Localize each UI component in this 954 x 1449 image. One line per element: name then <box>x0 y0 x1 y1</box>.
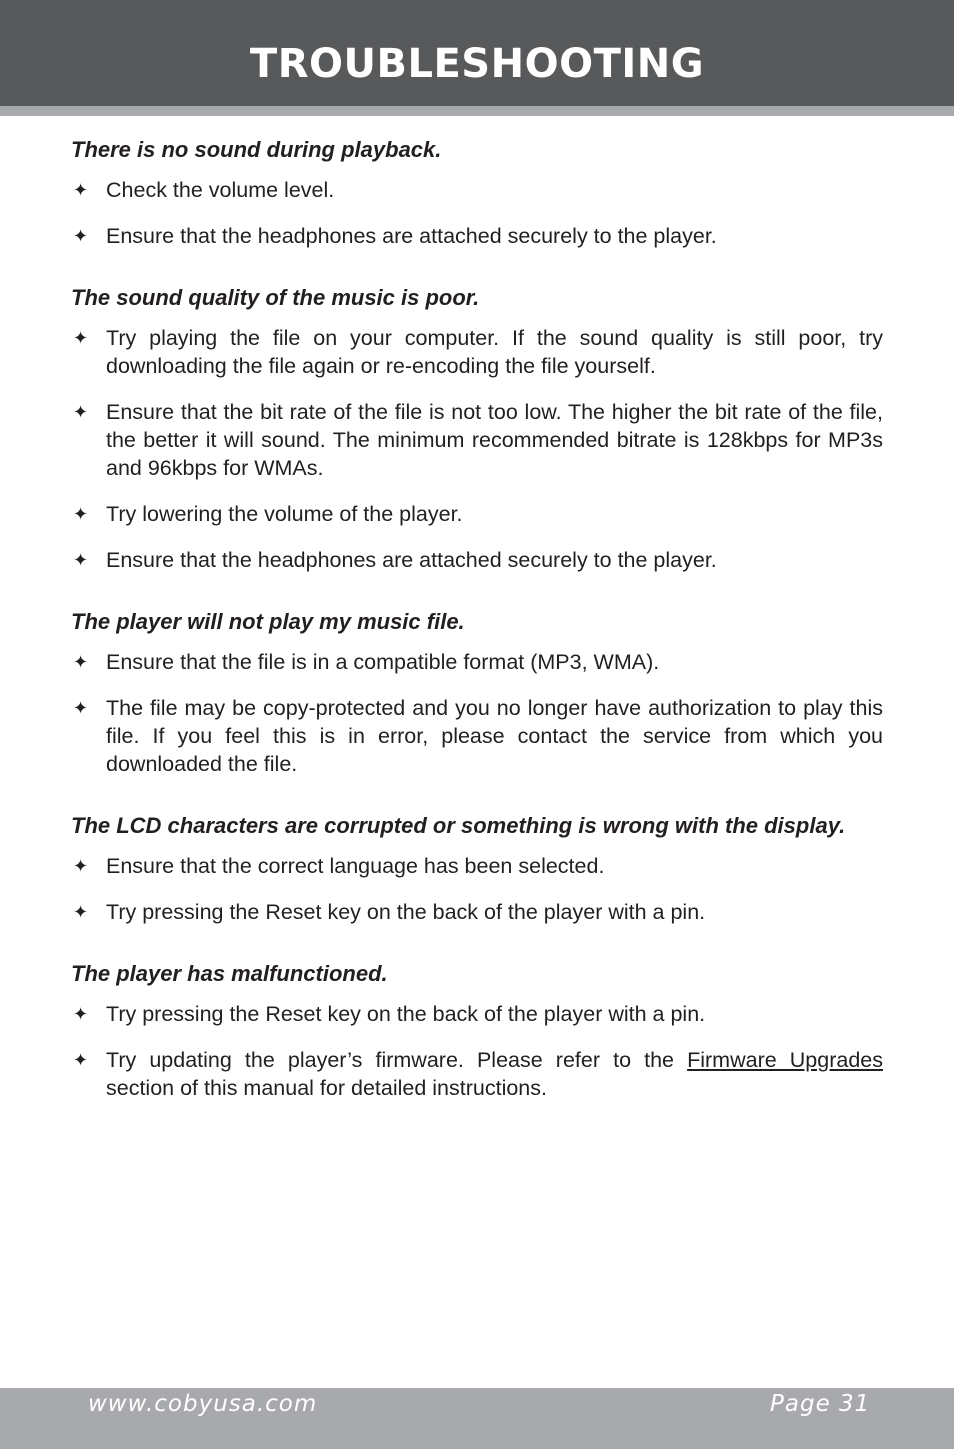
page-footer <box>0 1388 954 1449</box>
answer-list <box>71 324 883 574</box>
answer-item: ✦ Check the volume level. <box>73 178 335 202</box>
question-heading: There is no sound during playback. <box>71 137 442 162</box>
answer-item: ✦ Try updating the player’s firmware. Please refer to the Firmware Upgrades section of this manual for detailed instructions. <box>73 1048 884 1100</box>
section-malfunction <box>71 960 883 1102</box>
page-header <box>0 0 954 116</box>
question-heading: The LCD characters are corrupted or something is wrong with the display. <box>71 813 846 838</box>
answer-item: ✦ Ensure that the headphones are attached securely to the player. <box>73 224 717 248</box>
star-bullet-icon: ✦ <box>73 902 89 922</box>
website-url: www.cobyusa.com <box>88 1391 318 1417</box>
question-heading: The player has malfunctioned. <box>71 961 388 986</box>
answer-list <box>71 1000 883 1102</box>
page-number: Page 31 <box>770 1391 871 1417</box>
answer-item: ✦ Try lowering the volume of the player. <box>73 502 463 526</box>
answer-item: ✦ Try playing the file on your computer. If the sound quality is still poor, try downloading the file again or re-encoding the file yourself. <box>73 326 883 378</box>
answer-list <box>71 852 883 926</box>
answer-item: ✦ Ensure that the file is in a compatible format (MP3, WMA). <box>73 650 660 674</box>
answer-item: ✦ Ensure that the bit rate of the file is not too low. The higher the bit rate of the file, the better it will sound. The minimum recommended bitrate is 128kbps for MP3s and 96kbps for WMAs. <box>73 400 883 480</box>
firmware-upgrades-link[interactable]: Firmware Upgrades <box>687 1048 884 1072</box>
section-wont-play <box>71 608 883 778</box>
star-bullet-icon: ✦ <box>73 402 89 422</box>
star-bullet-icon: ✦ <box>73 328 89 348</box>
answer-item: ✦ The file may be copy-protected and you no longer have authorization to play this file. If you feel this is in error, please contact the service from which you downloaded the file. <box>73 696 883 776</box>
section-poor-quality <box>71 284 883 574</box>
answer-item: ✦ Try pressing the Reset key on the back of the player with a pin. <box>73 1002 706 1026</box>
star-bullet-icon: ✦ <box>73 1004 89 1024</box>
section-no-sound <box>71 136 883 250</box>
question-heading: The player will not play my music file. <box>71 609 465 634</box>
answer-item: ✦ Ensure that the headphones are attached securely to the player. <box>73 548 717 572</box>
page-title: TROUBLESHOOTING <box>249 41 705 87</box>
star-bullet-icon: ✦ <box>73 180 89 200</box>
troubleshooting-content <box>71 136 883 1136</box>
answer-item: ✦ Ensure that the correct language has been selected. <box>73 854 605 878</box>
answer-list <box>71 648 883 778</box>
star-bullet-icon: ✦ <box>73 550 89 570</box>
section-lcd-display <box>71 812 883 926</box>
question-heading: The sound quality of the music is poor. <box>71 285 480 310</box>
star-bullet-icon: ✦ <box>73 698 89 718</box>
answer-list <box>71 176 883 250</box>
star-bullet-icon: ✦ <box>73 1050 89 1070</box>
star-bullet-icon: ✦ <box>73 226 89 246</box>
star-bullet-icon: ✦ <box>73 856 89 876</box>
answer-item: ✦ Try pressing the Reset key on the back of the player with a pin. <box>73 900 706 924</box>
star-bullet-icon: ✦ <box>73 504 89 524</box>
star-bullet-icon: ✦ <box>73 652 89 672</box>
